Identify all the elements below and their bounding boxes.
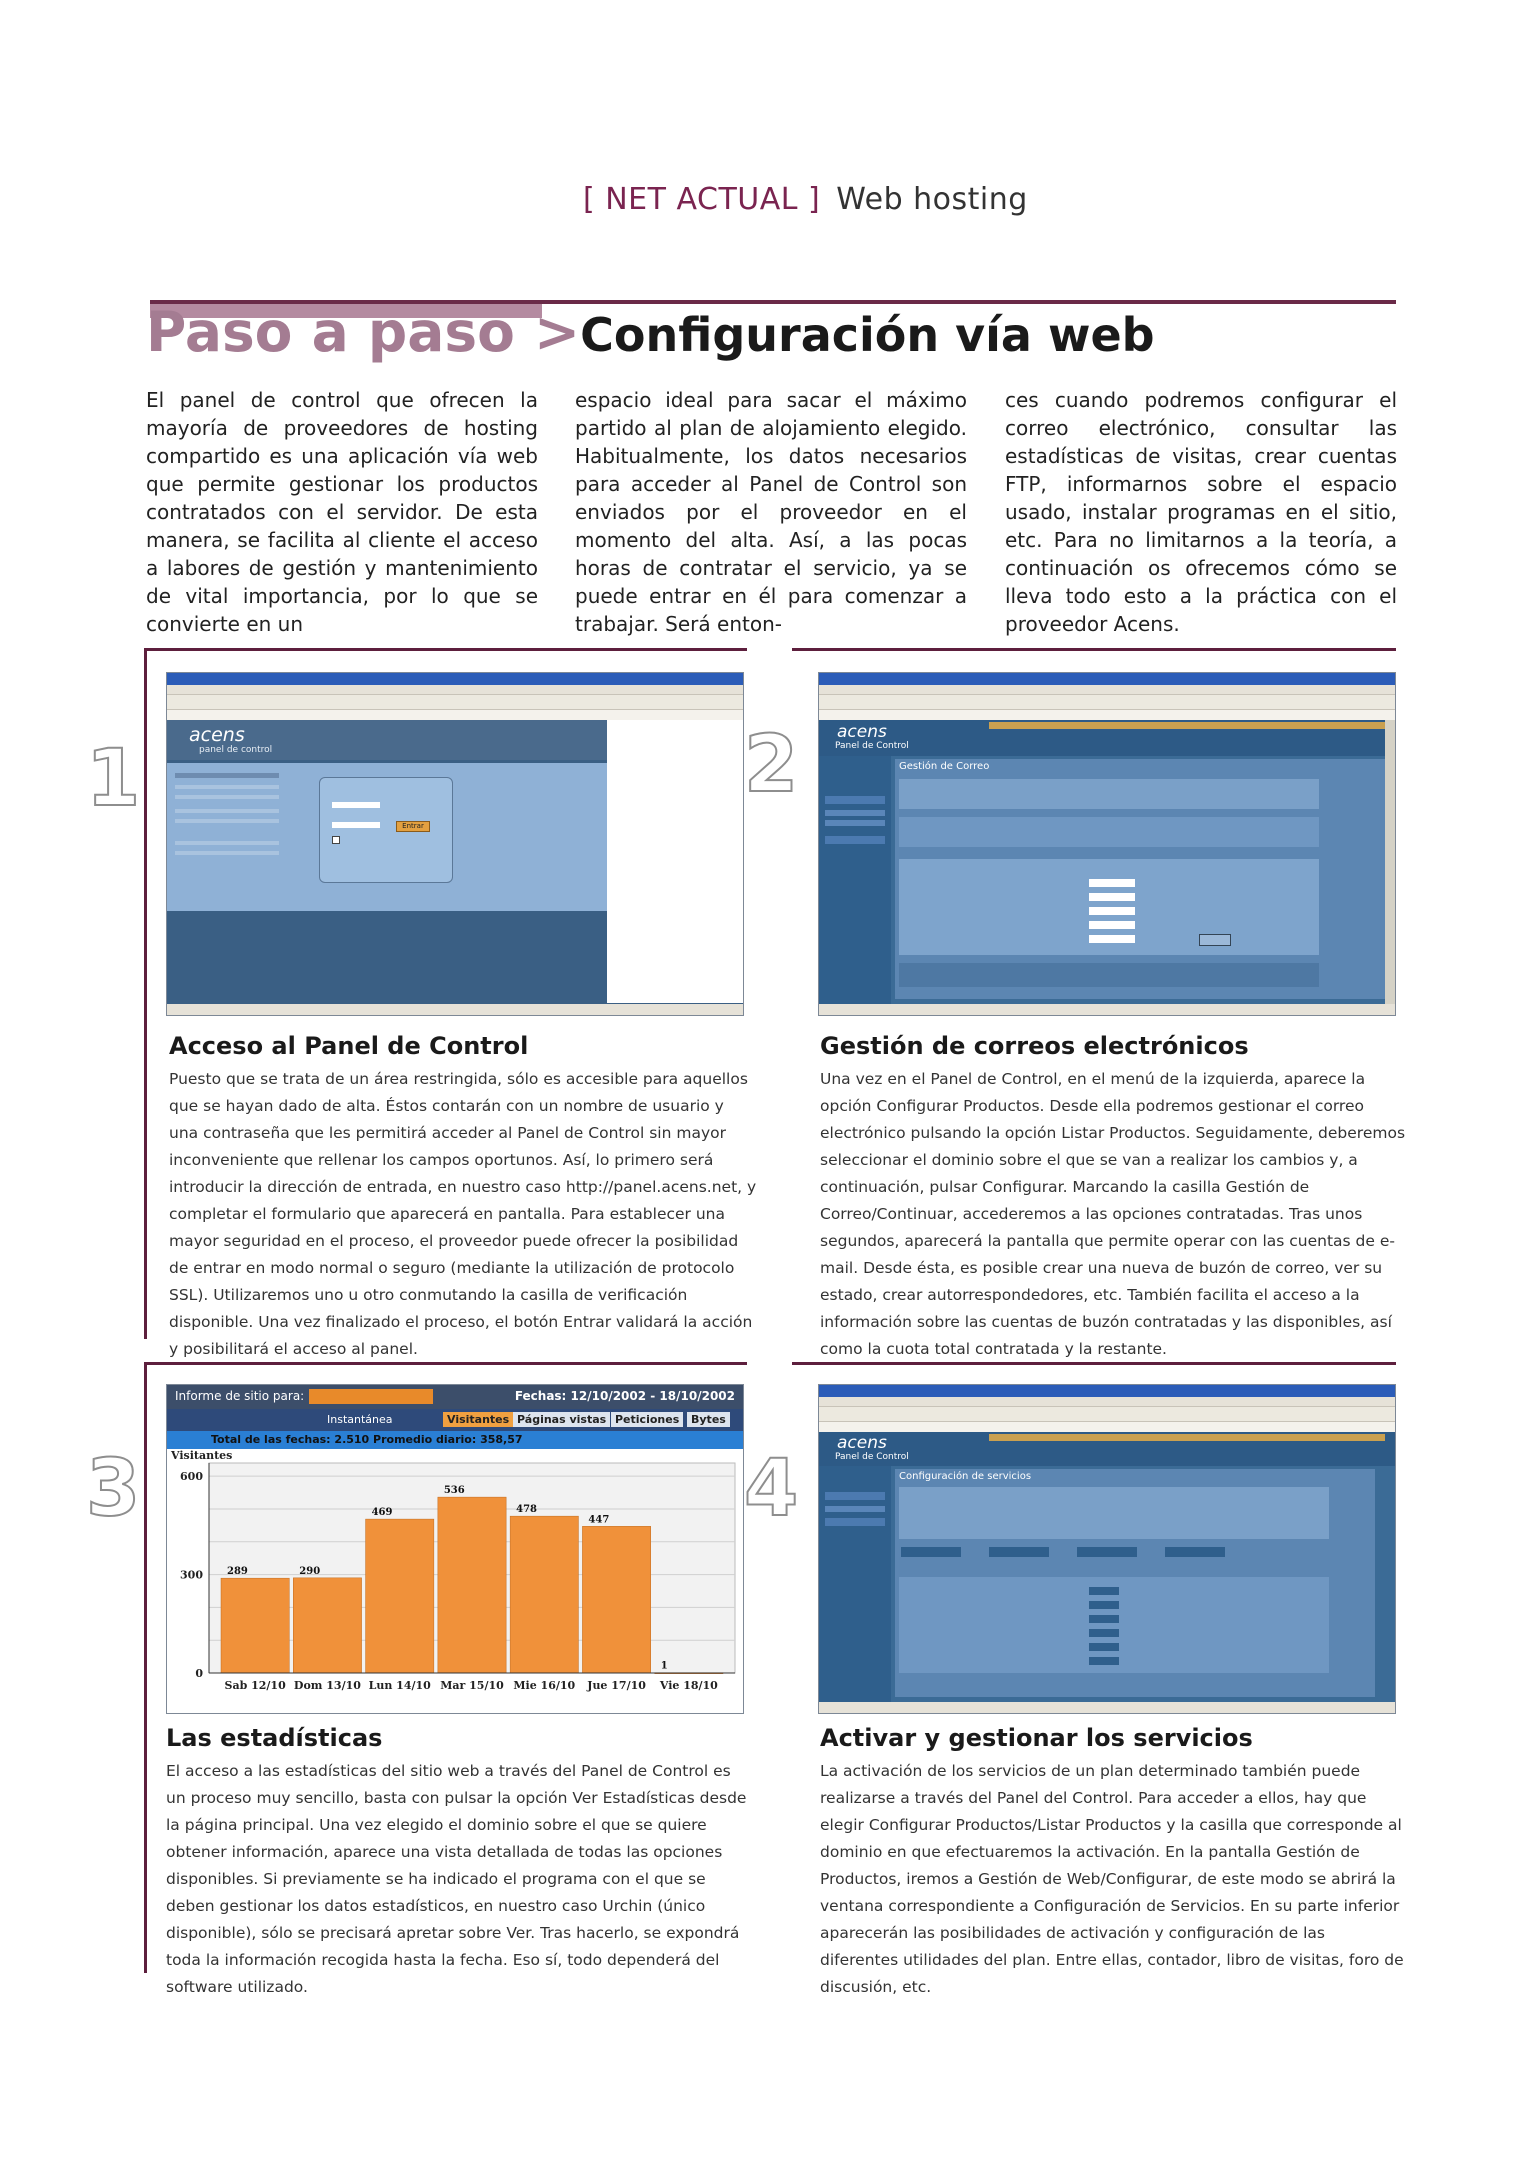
tab-bytes[interactable]: Bytes [687, 1412, 730, 1427]
step-2-body: Una vez en el Panel de Control, en el menú de la izquierda, aparece la opción Configurar Productos. Desde ella podremos gestionar el correo electrónico pulsando la opción Listar Productos. Seguidamente, deberemos seleccionar el dominio sobre el que se van a realizar los cambios y, a continuación, pulsar Configurar. Marcando la casilla Gestión de Correo/Continuar, accederemos a las opciones contratadas. Tras unos segundos, aparecerá la pantalla que permite operar con las cuentas de e-mail. Desde ésta, es posible crear una nueva de buzón de correo, ver su estado, crear autorrespondedores, etc. También facilita el acceso a la información sobre las cuentas de buzón contratadas y las disponibles, así como la cuota total contratada y la restante. [820, 1070, 1406, 1358]
title-prefix: Paso a paso > [146, 300, 581, 364]
brand-subtitle: panel de control [199, 745, 273, 755]
bar-lun-14-10 [366, 1519, 434, 1673]
step-2-title: Gestión de correos electrónicos [820, 1032, 1249, 1060]
bar-value-label: 1 [660, 1660, 668, 1672]
screenshot-services [818, 1384, 1396, 1714]
side-menu [819, 756, 891, 1004]
browser-titlebar [819, 1385, 1395, 1397]
browser-titlebar [819, 673, 1395, 685]
step-4-body: La activación de los servicios de un plan determinado también puede realizarse a través del Panel del Control. Para acceder a ellos, hay que elegir Configurar Productos/Listar Productos y la casilla que corresponde al dominio en que efectuaremos la activación. En la pantalla Gestión de Productos, iremos a Gestión de Web/Configurar, de este modo se abrirá la ventana correspondiente a Configuración de Servicios. En su parte inferior aparecerán las posibilidades de activación y configuración de las diferentes utilidades del plan. Entre ellas, contador, libro de visitas, foro de discusión, etc. [820, 1762, 1404, 1996]
step-1-body: Puesto que se trata de un área restringida, sólo es accesible para aquellos que se hayan dado de alta. Éstos contarán con un nombre de usuario y una contraseña que les permitirá acceder al Panel de Control sin mayor inconveniente que rellenar los campos oportunos. Así, lo primero será introducir la dirección de entrada, en nuestro caso http://panel.acens.net, y completar el formulario que aparecerá en pantalla. Para establecer una mayor seguridad en el proceso, el proveedor puede ofrecer la posibilidad de entrar en modo normal o seguro (mediante la utilización de protocolo SSL). Utilizaremos uno u otro conmutando la casilla de verificación disponible. Una vez finalizado el proceso, el botón Entrar validará la acción y posibilitará el acceso al panel. [169, 1070, 757, 1358]
activate-button[interactable] [1089, 1601, 1119, 1609]
step-4-number: 4 [744, 1444, 799, 1534]
activate-button[interactable] [1089, 1629, 1119, 1637]
brand-logo: acens [189, 724, 245, 746]
activate-button[interactable] [1089, 1657, 1119, 1665]
y-tick-label: 0 [195, 1667, 203, 1680]
intro-column-3: ces cuando podremos configurar el correo electrónico, consultar las estadísticas de visitas, crear cuentas FTP, informarnos sobre el espacio usado, instalar programas en el sitio, etc. Para no limitarnos a la teoría, a continuación os ofrecemos cómo se lleva todo esto a la práctica con el proveedor Acens. [1005, 388, 1397, 636]
bar-jue-17-10 [582, 1526, 650, 1673]
activate-button[interactable] [1089, 1643, 1119, 1651]
scrollbar[interactable] [1385, 720, 1395, 1004]
username-field[interactable] [332, 802, 380, 808]
step-1-number: 1 [86, 734, 141, 824]
tab-bar [167, 1409, 743, 1431]
brand-subtitle: Panel de Control [835, 1452, 909, 1462]
form-field[interactable] [1089, 879, 1135, 887]
login-form [319, 777, 453, 883]
menu-item[interactable] [825, 810, 885, 816]
menu-item[interactable] [825, 796, 885, 804]
bar-mar-15-10 [438, 1497, 506, 1673]
side-menu [819, 1466, 891, 1702]
site-field [309, 1389, 433, 1404]
y-tick-label: 300 [180, 1568, 203, 1582]
x-tick-label: Mie 16/10 [513, 1679, 576, 1692]
bar-value-label: 289 [227, 1566, 248, 1578]
visitors-bar-chart [167, 1449, 743, 1711]
browser-toolbar [819, 695, 1395, 710]
activate-button[interactable] [1089, 1587, 1119, 1595]
section-name: [ NET ACTUAL ] [583, 182, 821, 217]
brand-logo: acens [837, 722, 887, 742]
step-3-title: Las estadísticas [166, 1724, 383, 1752]
acens-banner [819, 1432, 1395, 1466]
x-tick-label: Dom 13/10 [293, 1679, 361, 1692]
x-tick-label: Jue 17/10 [587, 1679, 646, 1692]
browser-statusbar [819, 1004, 1395, 1015]
screenshot-mail [818, 672, 1396, 1016]
form-field[interactable] [1089, 907, 1135, 915]
brand-logo: acens [837, 1433, 887, 1453]
acens-banner [167, 720, 607, 760]
password-field[interactable] [332, 822, 380, 828]
bar-sab-12-10 [221, 1578, 289, 1673]
x-tick-label: Mar 15/10 [440, 1679, 504, 1692]
form-field[interactable] [1089, 935, 1135, 943]
totals-bar [167, 1431, 743, 1449]
services-content [895, 1469, 1375, 1697]
x-tick-label: Sab 12/10 [224, 1679, 286, 1692]
tab-visitors[interactable]: Visitantes [443, 1412, 513, 1427]
browser-statusbar [819, 1702, 1395, 1713]
menu-item[interactable] [825, 1492, 885, 1500]
menu-item[interactable] [825, 1518, 885, 1526]
bar-value-label: 469 [371, 1507, 393, 1519]
service-button[interactable] [1165, 1547, 1225, 1557]
mail-content [895, 759, 1385, 999]
bar-value-label: 447 [588, 1514, 610, 1526]
x-tick-label: Lun 14/10 [368, 1679, 431, 1692]
tab-pageviews[interactable]: Páginas vistas [513, 1412, 610, 1427]
step-2-number: 2 [744, 720, 799, 810]
step-3-body: El acceso a las estadísticas del sitio web a través del Panel de Control es un proceso muy sencillo, basta con pulsar la opción Ver Estadísticas desde la página principal. Una vez elegido el dominio sobre el que se quiere obtener información, aparece una vista detallada de todas las opciones disponibles. Si previamente se ha indicado el programa con el que se deben gestionar los datos estadísticos, en nuestro caso Urchin (único disponible), sólo se precisará apretar sobre Ver. Tras hacerlo, se expondrá toda la información recogida hasta la fecha. Eso sí, todo dependerá del software utilizado. [166, 1762, 747, 1996]
section-subtitle: Web hosting [836, 182, 1028, 217]
menu-item[interactable] [825, 820, 885, 826]
y-axis-label: Visitantes [171, 1449, 233, 1462]
acens-banner [819, 720, 1395, 756]
form-field[interactable] [1089, 893, 1135, 901]
browser-menubar [819, 685, 1395, 695]
login-panel [167, 763, 607, 911]
services-table [899, 1577, 1329, 1673]
step-1-title: Acceso al Panel de Control [169, 1032, 529, 1060]
browser-toolbar [167, 695, 743, 710]
service-button[interactable] [1077, 1547, 1137, 1557]
totals-text: Total de las fechas: 2.510 Promedio diario: 358,57 [211, 1433, 523, 1446]
create-button[interactable] [1199, 934, 1231, 946]
browser-toolbar [819, 1407, 1395, 1422]
title-main: Configuración vía web [580, 308, 1155, 362]
page-title [146, 300, 1155, 364]
report-dates: Fechas: 12/10/2002 - 18/10/2002 [514, 1389, 735, 1403]
report-header [167, 1385, 743, 1409]
x-tick-label: Vie 18/10 [659, 1679, 718, 1692]
bar-dom-13-10 [293, 1578, 361, 1673]
login-button[interactable]: Entrar [396, 821, 430, 832]
service-button[interactable] [989, 1547, 1049, 1557]
ssl-checkbox[interactable] [332, 836, 340, 844]
screenshot-login [166, 672, 744, 1016]
service-button[interactable] [901, 1547, 961, 1557]
snapshot-label: Instantánea [327, 1413, 393, 1426]
form-field[interactable] [1089, 921, 1135, 929]
browser-menubar [167, 685, 743, 695]
brand-subtitle: Panel de Control [835, 741, 909, 751]
report-label: Informe de sitio para: [175, 1389, 305, 1403]
blank-area [607, 720, 743, 1003]
browser-menubar [819, 1397, 1395, 1407]
bar-value-label: 536 [443, 1485, 465, 1497]
content-heading: Configuración de servicios [899, 1471, 1032, 1482]
bar-mie-16-10 [510, 1516, 578, 1673]
content-heading: Gestión de Correo [899, 761, 990, 772]
bar-value-label: 290 [299, 1565, 321, 1577]
activate-button[interactable] [1089, 1615, 1119, 1623]
tab-requests[interactable]: Peticiones [611, 1412, 683, 1427]
y-tick-label: 600 [180, 1470, 203, 1484]
screenshot-stats [166, 1384, 744, 1714]
intro-column-1: El panel de control que ofrecen la mayoría de proveedores de hosting compartido es una aplicación vía web que permite gestionar los productos contratados con el servidor. De esta manera, se facilita al cliente el acceso a labores de gestión y mantenimiento de vital importancia, por lo que se convierte en un [146, 388, 538, 636]
bar-value-label: 478 [516, 1504, 538, 1516]
menu-item[interactable] [825, 1506, 885, 1512]
step-3-number: 3 [86, 1444, 141, 1534]
browser-statusbar [167, 1004, 743, 1015]
browser-titlebar [167, 673, 743, 685]
step-4-title: Activar y gestionar los servicios [820, 1724, 1253, 1752]
new-mailbox-form [899, 859, 1319, 955]
section-header [583, 182, 1028, 217]
intro-column-2: espacio ideal para sacar el máximo partido al plan de alojamiento elegido. Habitualmente, los datos necesarios para acceder al Panel de Control son enviados por el proveedor en el momento del alta. Así, a las pocas horas de contratar el servicio, ya se puede entrar en él para comenzar a trabajar. Será enton- [575, 388, 967, 636]
menu-item[interactable] [825, 836, 885, 844]
